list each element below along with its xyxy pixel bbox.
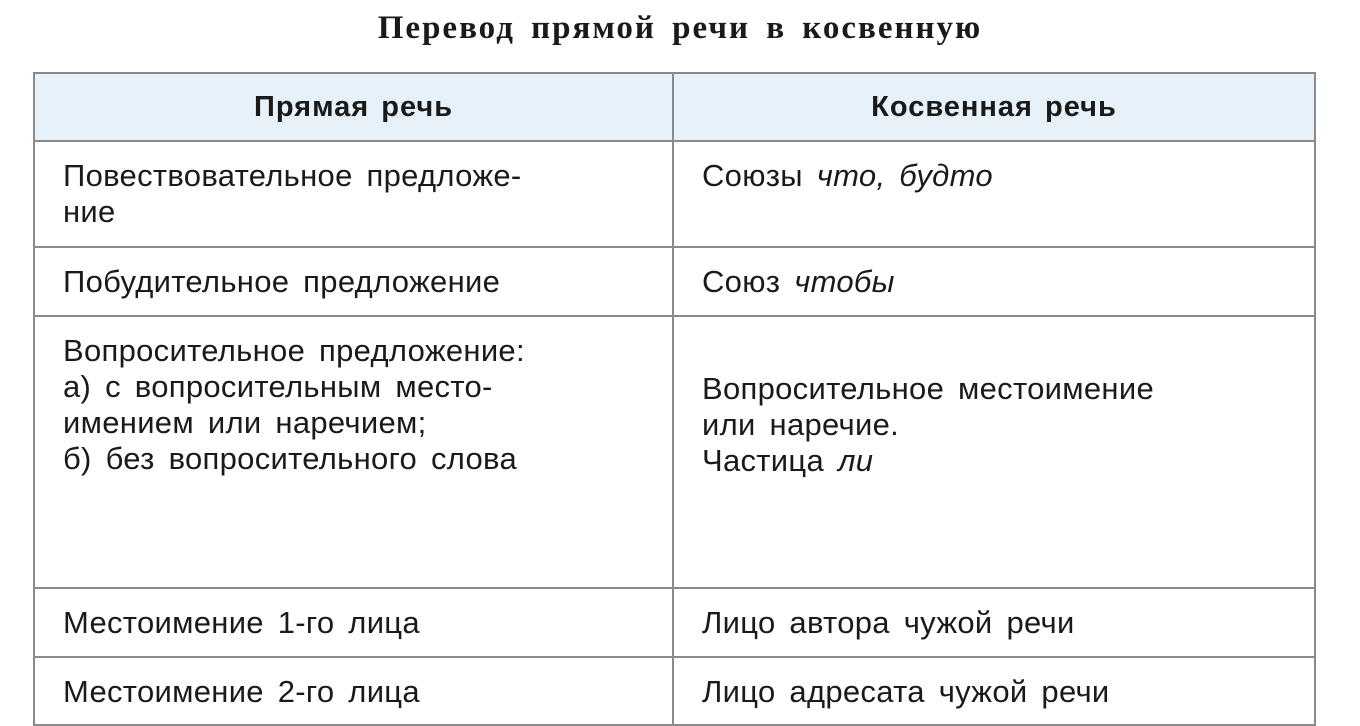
cell-indirect-speech: [673, 316, 1315, 588]
table-row: [34, 316, 1315, 588]
cell-direct-speech: [34, 141, 673, 247]
header-indirect-speech: Косвенная речь: [673, 73, 1315, 141]
cell-indirect-speech: [673, 247, 1315, 316]
header-direct-speech: Прямая речь: [34, 73, 673, 141]
page-title: Перевод прямой речи в косвенную: [377, 10, 983, 46]
cell-text-line: Побудительное предложение: [63, 264, 501, 299]
cell-text-line: Местоимение 2-го лица: [63, 674, 420, 709]
cell-text-line: имением или наречием;: [63, 405, 427, 440]
cell-text-line: Лицо адресата чужой речи: [702, 674, 1110, 709]
cell-text-line: Лицо автора чужой речи: [702, 605, 1075, 640]
table-row: [34, 588, 1315, 657]
cell-text-plain: Частица: [702, 443, 838, 478]
cell-indirect-speech: [673, 657, 1315, 725]
table-row: [34, 657, 1315, 725]
cell-indirect-speech: [673, 588, 1315, 657]
cell-text-italic: ли: [837, 443, 874, 478]
table-row: [34, 247, 1315, 316]
table-header-row: [34, 73, 1315, 141]
cell-text-plain: Союз: [702, 264, 795, 299]
cell-text-italic: чтобы: [794, 264, 895, 299]
cell-text-line: б) без вопросительного слова: [63, 441, 518, 476]
cell-text-italic: что, будто: [816, 158, 993, 193]
cell-text-line: Вопросительное местоимение: [702, 371, 1155, 406]
table-row: [34, 141, 1315, 247]
cell-text-line: или наречие.: [702, 407, 900, 442]
cell-text-line: Повествовательное предложе-: [63, 158, 522, 193]
cell-direct-speech: [34, 657, 673, 725]
cell-direct-speech: [34, 588, 673, 657]
cell-direct-speech: [34, 316, 673, 588]
cell-text-line: Вопросительное предложение:: [63, 333, 525, 368]
cell-text-plain: Союзы: [702, 158, 817, 193]
cell-text-line: ние: [63, 194, 116, 229]
cell-direct-speech: [34, 247, 673, 316]
cell-indirect-speech: [673, 141, 1315, 247]
cell-text-line: Местоимение 1-го лица: [63, 605, 420, 640]
speech-conversion-table: [33, 72, 1316, 726]
cell-text-line: а) с вопросительным место-: [63, 369, 493, 404]
